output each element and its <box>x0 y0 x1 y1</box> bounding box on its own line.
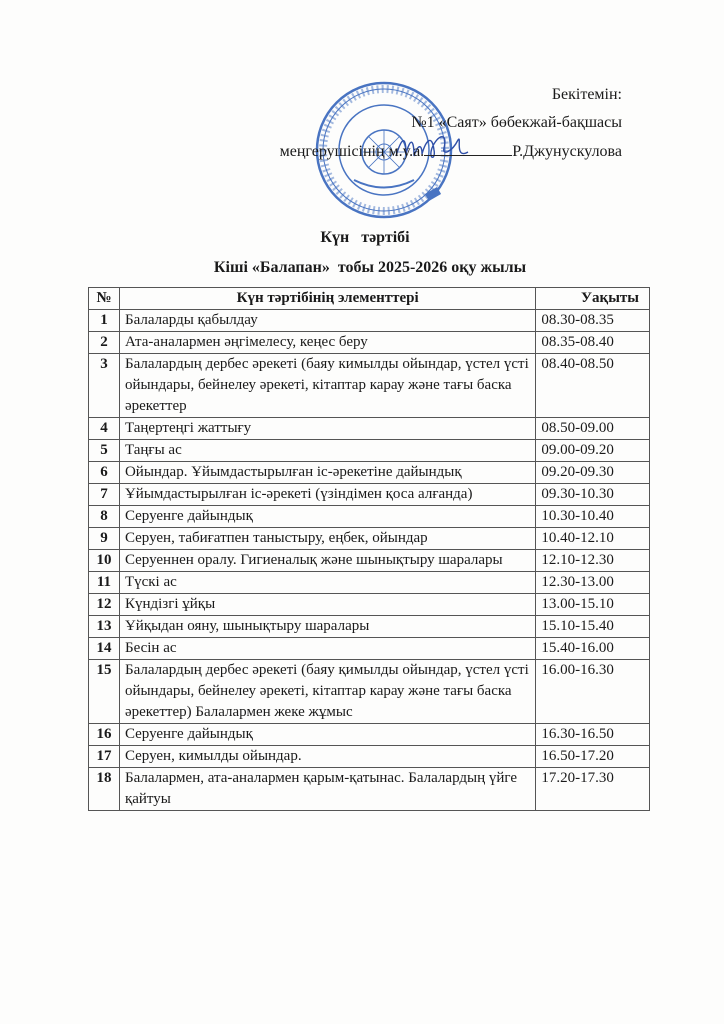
row-time: 10.30-10.40 <box>536 506 650 528</box>
row-time: 09.20-09.30 <box>536 462 650 484</box>
table-row <box>89 724 650 746</box>
row-item: Күндізгі ұйқы <box>119 594 535 616</box>
table-row <box>89 594 650 616</box>
row-item: Ата-аналармен әңгімелесу, кеңес беру <box>119 332 535 354</box>
table-row <box>89 768 650 811</box>
row-number: 18 <box>89 768 120 811</box>
row-item: Ойындар. Ұйымдастырылған іс-әрекетіне дайындық <box>119 462 535 484</box>
row-item: Серуен, табиғатпен таныстыру, еңбек, ойындар <box>119 528 535 550</box>
table-row <box>89 528 650 550</box>
table-row <box>89 418 650 440</box>
approval-signatory <box>280 141 622 161</box>
row-number: 9 <box>89 528 120 550</box>
row-number: 10 <box>89 550 120 572</box>
row-time: 16.00-16.30 <box>536 660 650 724</box>
row-number: 5 <box>89 440 120 462</box>
row-time: 10.40-12.10 <box>536 528 650 550</box>
row-time: 08.35-08.40 <box>536 332 650 354</box>
approval-organization: №1 «Саят» бөбекжай-бақшасы <box>411 114 622 131</box>
row-time: 16.50-17.20 <box>536 746 650 768</box>
row-item: Балаларды қабылдау <box>119 310 535 332</box>
table-row <box>89 638 650 660</box>
row-time: 09.30-10.30 <box>536 484 650 506</box>
row-item: Ұйымдастырылған іс-әрекеті (үзіндімен қоса алғанда) <box>119 484 535 506</box>
table-row <box>89 332 650 354</box>
table-header-row <box>89 288 650 310</box>
table-row <box>89 660 650 724</box>
row-number: 8 <box>89 506 120 528</box>
row-number: 3 <box>89 354 120 418</box>
header-number: № <box>89 288 120 310</box>
row-number: 16 <box>89 724 120 746</box>
row-number: 12 <box>89 594 120 616</box>
schedule-table <box>88 287 650 811</box>
table-row <box>89 440 650 462</box>
row-time: 09.00-09.20 <box>536 440 650 462</box>
document-title: Күн тәртібі <box>320 229 410 246</box>
row-time: 16.30-16.50 <box>536 724 650 746</box>
row-number: 2 <box>89 332 120 354</box>
row-item: Түскі ас <box>119 572 535 594</box>
approval-label: Бекітемін: <box>551 86 622 103</box>
row-time: 08.50-09.00 <box>536 418 650 440</box>
row-time: 08.40-08.50 <box>536 354 650 418</box>
table-row <box>89 616 650 638</box>
row-number: 6 <box>89 462 120 484</box>
row-item: Серуен, кимылды ойындар. <box>119 746 535 768</box>
row-time: 13.00-15.10 <box>536 594 650 616</box>
table-row <box>89 462 650 484</box>
table-row <box>89 354 650 418</box>
row-item: Серуенге дайындық <box>119 506 535 528</box>
table-row <box>89 550 650 572</box>
row-item: Бесін ас <box>119 638 535 660</box>
table-row <box>89 746 650 768</box>
approval-position: меңгерушісінің м.у.а. <box>279 143 425 160</box>
row-time: 17.20-17.30 <box>536 768 650 811</box>
document-subtitle: Кіші «Балапан» тобы 2025-2026 оқу жылы <box>213 259 527 276</box>
row-item: Балалармен, ата-аналармен қарым-қатынас. Балалардың үйге қайтуы <box>119 768 535 811</box>
row-number: 7 <box>89 484 120 506</box>
header-time: Уақыты <box>536 288 650 310</box>
row-item: Таңертеңгі жаттығу <box>119 418 535 440</box>
approval-name: Р.Джунускулова <box>512 143 622 160</box>
row-item: Ұйқыдан ояну, шынықтыру шаралары <box>119 616 535 638</box>
row-time: 15.10-15.40 <box>536 616 650 638</box>
row-number: 14 <box>89 638 120 660</box>
row-item: Балалардың дербес әрекеті (баяу қимылды ойындар, үстел үсті ойындары, бейнелеу әрекеті, кітаптар карау және тағы баска әрекеттер) Балалармен жеке жұмыс <box>119 660 535 724</box>
row-number: 13 <box>89 616 120 638</box>
row-time: 08.30-08.35 <box>536 310 650 332</box>
row-item: Серуеннен оралу. Гигиеналық және шынықтыру шаралары <box>119 550 535 572</box>
row-item: Балалардың дербес әрекеті (баяу кимылды ойындар, үстел үсті ойындары, бейнелеу әрекеті, кітаптар карау және тағы баска әрекеттер <box>119 354 535 418</box>
signature-line <box>424 141 512 156</box>
table-row <box>89 484 650 506</box>
table-row <box>89 310 650 332</box>
row-time: 15.40-16.00 <box>536 638 650 660</box>
row-number: 17 <box>89 746 120 768</box>
row-number: 15 <box>89 660 120 724</box>
table-row <box>89 572 650 594</box>
row-item: Таңғы ас <box>119 440 535 462</box>
row-item: Серуенге дайындық <box>119 724 535 746</box>
header-elements: Күн тәртібінің элементтері <box>119 288 535 310</box>
row-time: 12.10-12.30 <box>536 550 650 572</box>
row-number: 1 <box>89 310 120 332</box>
row-number: 4 <box>89 418 120 440</box>
row-time: 12.30-13.00 <box>536 572 650 594</box>
table-row <box>89 506 650 528</box>
row-number: 11 <box>89 572 120 594</box>
